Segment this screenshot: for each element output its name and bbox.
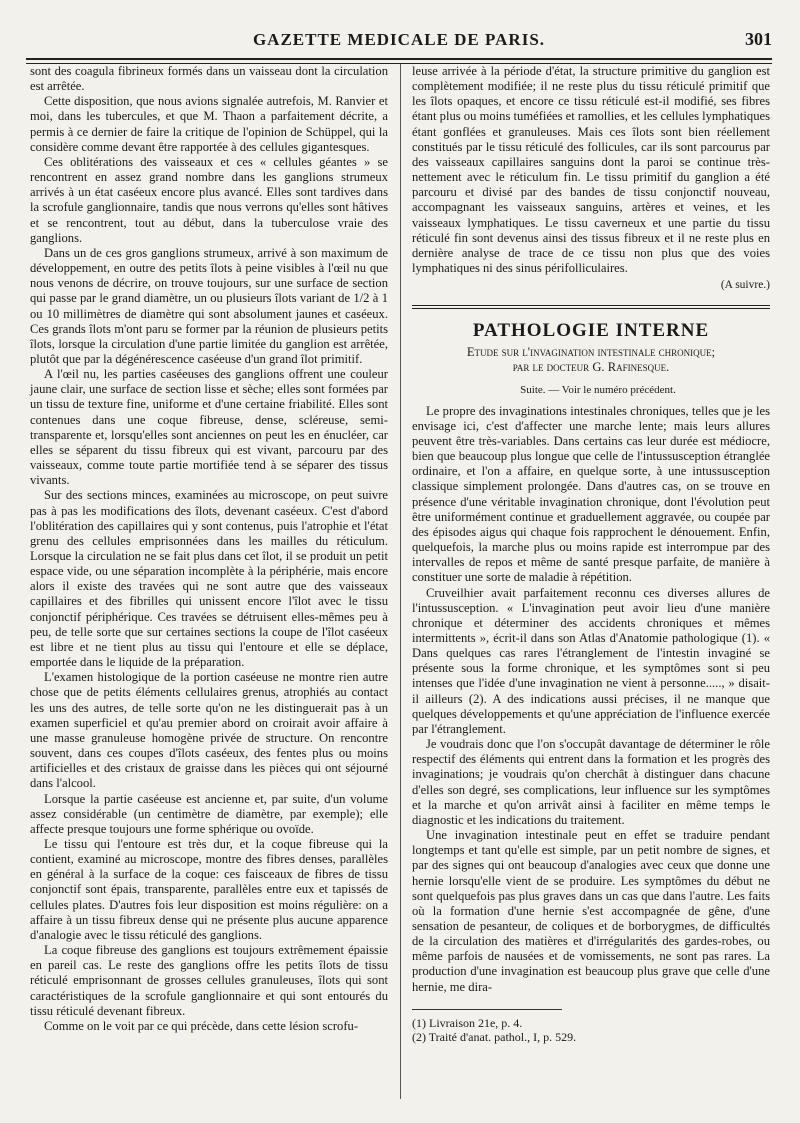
paragraph: La coque fibreuse des ganglions est toujours extrêmement épaissie en pareil cas. Le reste des ganglions offre les petits îlots de tissu réticulé emprisonnant de grosses cellules granuleuses, îlots qui sont caractéristiques de la scrofule ganglionnaire et qui sont entourés du tissu réticulé devenant fibreux. xyxy=(30,943,388,1018)
article-title-text: Etude sur l'invagination intestinale chronique; xyxy=(466,344,716,359)
section-rule xyxy=(412,305,770,309)
continuation-note: Suite. — Voir le numéro précédent. xyxy=(520,383,676,396)
section-title: PATHOLOGIE INTERNE xyxy=(472,320,710,342)
paragraph: Ces oblitérations des vaisseaux et ces « cellules géantes » se rencontrent en assez grand nombre dans les ganglions strumeux arrivés à un état caséeux encore plus avancé. Elles sont tardives dans la scrofule ganglionnaire, tandis que nous verrons qu'elles sont hâtives et se rencontrent, tout au début, dans la tuberculose vraie des ganglions. xyxy=(30,154,388,245)
paragraph: leuse arrivée à la période d'état, la structure primitive du ganglion est complètement modifiée; il ne reste plus du tissu réticulé primitif que les îlots opaques, et encore ce tissu réticulé est-il modifié, ses fibres étant plus ou moins tuméfiées et ramollies, et les cellules lymphatiques étant gonflées et granuleuses. Mais ces îlots sont bien réellement constitués par le tissu réticulé des follicules, car ils sont parcourus par des vaisseaux capillaires sanguins dont la paroi se continue très-nettement avec le réticulum fin. Le tissu primitif du ganglion a été parcouru et divisé par des bandes de tissu conjonctif nouveau, accompagnant les vaisseaux sanguins, artères et veines, et les vaisseaux lymphatiques. Le tissu caverneux et une partie du tissu réticulé fin sont devenus ainsi des tissus fibreux et il ne reste plus en dernière analyse de trace de ce tissu non plus que des voies lymphatiques ni des sinus périfolliculaires. xyxy=(412,64,770,276)
paragraph: Lorsque la partie caséeuse est ancienne et, par suite, d'un volume assez considérable (un centimètre de diamètre, par exemple); elle affecte presque toujours une forme sphérique ou ovoïde. xyxy=(30,791,388,836)
paragraph: Sur des sections minces, examinées au microscope, on peut suivre pas à pas les modifications des îlots, devenant caséeux. C'est d'abord l'oblitération des capillaires qui y sont contenus, puis l'atrophie et l'état grenu des cellules emprisonnées dans les mailles du réticulum. Lorsque la circulation ne se fait plus dans cet îlot, il se produit un petit espace vide, ou une séparation incomplète à la périphérie, mais encore alors il existe des travées qui ne sont autre que des vaisseaux capillaires et des fibrilles qui unissent encore l'îlot avec le tissu conjonctif périphérique. Ces travées se détruisent elles-mêmes peu à peu, de telle sorte que sur certaines sections la coupe de l'îlot caséeux est libre et ne tient plus au tissu qui l'entoure et elle se déplace, emportée dans le liquide de la préparation. xyxy=(30,488,388,670)
paragraph: Cruveilhier avait parfaitement reconnu ces diverses allures de l'intussusception. « L'invagination peut avoir lieu d'une manière chronique et déterminer des accidents chroniques et mêmes intermittents », écrit-il dans son Atlas d'Anatomie pathologique (1). « Dans quelques cas rares l'étranglement de l'intestin invaginé se présente sous la forme chronique, et les symptômes sont si peu intenses que l'idée d'une invagination ne vient à personne....., » disait-il ailleurs (2). A des indications aussi précises, il ne manque que quelques développements et qu'une appréciation de l'influence exercée par l'étranglement. xyxy=(412,585,770,736)
paragraph: L'examen histologique de la portion caséeuse ne montre rien autre chose que de petits éléments cellulaires grenus, atrophiés au contact les uns des autres, de telle sorte qu'on ne les distinguerait pas à un examen superficiel et qu'au premier abord on croirait avoir affaire à une masse granuleuse homogène privée de structure. On rencontre souvent, dans ces coupes d'îlots caséeux, des fentes plus ou moins artificielles et des cristaux de graisse dans les pièces qui ont séjourné dans l'alcool. xyxy=(30,670,388,791)
column-divider xyxy=(400,64,401,1099)
paragraph: Une invagination intestinale peut en effet se traduire pendant longtemps et tant qu'elle est simple, par un petit nombre de signes, et par des signes qui ont beaucoup d'analogies avec ceux que donne une hernie lorsqu'elle vient de se produire. Les symptômes du début ne sont quelquefois pas plus graves dans un cas que dans l'autre. Les faits où la formation d'une hernie s'est accompagnée de gêne, d'une sensation de pesanteur, de coliques et de borborygmes, de difficultés de la circulation des matières et d'irrégularités des gardes-robes, ou même parfois de nausées et de vomissements, ne sont pas rares. La production d'une invagination est beaucoup plus grave que celle d'une hernie, me dira- xyxy=(412,828,770,994)
paragraph: Le tissu qui l'entoure est très dur, et la coque fibreuse qui la contient, examiné au microscope, montre des fibres denses, parallèles en général à la surface de la coque: ces faisceaux de fibres de tissu conjonctif sont épais, transparente, parallèles entre eux et tapissés de cellules plates. D'autres fois leur disposition est moins régulière: on a affaire à un tissu fibreux dense qui ne présente plus aucune apparence d'analogie avec le tissu réticulé des ganglions. xyxy=(30,836,388,942)
paragraph: Dans un de ces gros ganglions strumeux, arrivé à son maximum de développement, en outre des petits îlots à peine visibles à l'œil nu que nous venons de décrire, on trouve toujours, sur une surface de section qui passe par le grand diamètre, un ou plusieurs îlots variant de 1/2 à 1 ou 10 millimètres de diamètre qui sont absolument jaunes et caséeux. Ces grands îlots m'ont paru se former par la réunion de plusieurs petits îlots, lorsque la circulation d'une partie limitée du ganglion est arrêtée, plutôt que par la dégénérescence caséeuse d'un grand îlot primitif. xyxy=(30,245,388,366)
paragraph: Le propre des invaginations intestinales chroniques, telles que je les envisage ici, c'est d'affecter une marche lente; mais leurs allures peuvent être très-variables. Dans certains cas leur durée est médiocre, bien que beaucoup plus longue que celle de l'intussusception étranglée ordinaire, et l'on a affaire, en quelque sorte, à une intussusception classique simplement prolongée. Dans d'autres cas, on se trouve en présence d'une véritable invagination chronique, dont l'évolution peut être uniformément continue et graduellement aggravée, ou coupée par des épisodes aigus qui chaque fois rapprochent le dénouement. Enfin, quelquefois, la marche plus ou moins rapide est interrompue par des intervalles de repos et même de santé presque parfaite, de manière à constituer une sorte de maladie à répétition. xyxy=(412,403,770,585)
journal-title: GAZETTE MEDICALE DE PARIS. xyxy=(252,30,546,49)
right-column xyxy=(412,64,770,1044)
left-column xyxy=(30,64,388,1034)
footnote: (1) Livraison 21e, p. 4. xyxy=(412,1015,523,1030)
paragraph: Comme on le voit par ce qui précède, dans cette lésion scrofu- xyxy=(44,1018,359,1033)
to-be-continued: (A suivre.) xyxy=(720,279,770,292)
article-title xyxy=(412,345,770,375)
paragraph: Je voudrais donc que l'on s'occupât davantage de déterminer le rôle respectif des éléments qui entrent dans la formation et les progrès des invaginations; je voudrais qu'on cherchât à distinguer dans chacune d'elles son degré, ses complications, leur influence sur les symptômes et la marche et qu'on arrivât ainsi à faciliter en même temps le diagnostic et les indications du traitement. xyxy=(412,737,770,827)
paragraph: A l'œil nu, les parties caséeuses des ganglions offrent une couleur jaune clair, une surface de section lisse et sèche; elles sont formées par un tissu de texture fine, uniforme et d'une certaine friabilité. Elles sont contenues dans une coque fibreuse, dense, scléreuse, semi-transparente et, lorsqu'elles sont anciennes on peut les en énucléer, car elles se séparent du tissu fibreux qui est vivant, parcouru par des vaisseaux, comme toute partie mortifiée tend à se séparer des tissus vivants. xyxy=(30,367,388,488)
author-line: par le docteur G. Rafinesque. xyxy=(512,359,670,374)
paragraph: Cette disposition, que nous avions signalée autrefois, M. Ranvier et moi, dans les tubercules, et que M. Thaon a parfaitement décrite, a permis à ce dernier de faire la critique de l'opinion de Schüppel, qui la considère comme devant être rapportée à des cellules gigantesques. xyxy=(30,94,388,154)
footnote: (2) Traité d'anat. pathol., I, p. 529. xyxy=(412,1029,577,1044)
page-number: 301 xyxy=(745,29,772,49)
page-header xyxy=(26,26,772,56)
footnote-rule xyxy=(412,1009,562,1010)
paragraph: sont des coagula fibrineux formés dans un vaisseau dont la circulation est arrêtée. xyxy=(30,64,388,94)
